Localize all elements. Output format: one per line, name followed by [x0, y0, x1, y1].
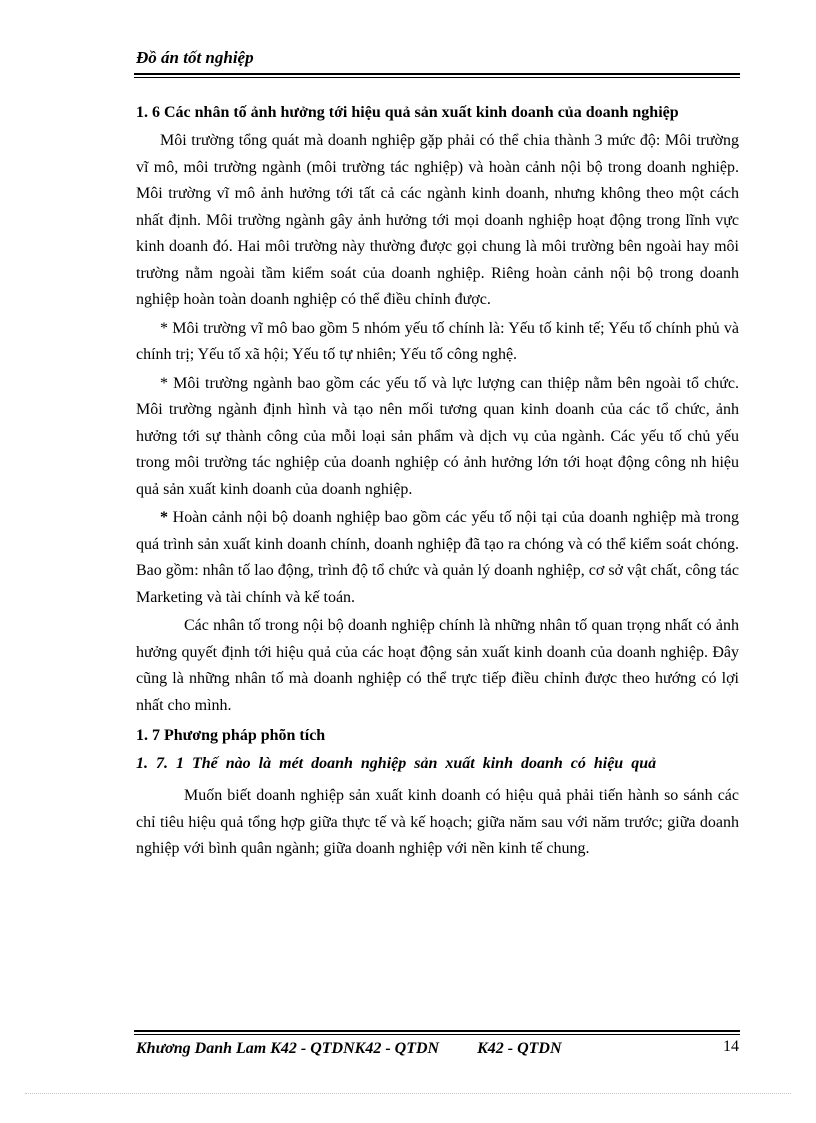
section-1-7-1-subheading: 1. 7. 1 Thế nào là mét doanh nghiệp sản xuất kinh doanh có hiệu quả — [136, 755, 657, 772]
section-1-6-paragraph-4 — [136, 505, 739, 611]
page-bottom-edge — [25, 1093, 791, 1094]
section-1-6-heading: 1. 6 Các nhân tố ảnh hưởng tới hiệu quả sản xuất kinh doanh của doanh nghiệp — [136, 104, 679, 121]
page-footer — [136, 1040, 739, 1058]
section-1-6-paragraph-4-text: Hoàn cảnh nội bộ doanh nghiệp bao gồm các yếu tố nội tại của doanh nghiệp mà trong quá trình sản xuất kinh doanh chính, doanh nghiệp đã tạo ra chóng và có thể kiểm soát chóng. Bao gồm: nhân tố lao động, trình độ tổ chức và quản lý doanh nghiệp, cơ sở vật chất, công tác Marketing và tài chính và kế toán. — [136, 509, 739, 606]
section-1-6-paragraph-3: * Môi trường ngành bao gồm các yếu tố và lực lượng can thiệp nằm bên ngoài tổ chức. Môi trường ngành định hình và tạo nên mối tương quan kinh doanh của các tổ chức, ảnh hưởng tới sự thành công của mỗi loại sản phẩm và dịch vụ của ngành. Các yếu tố chủ yếu trong môi trường tác nghiệp của doanh nghiệp có ảnh hưởng lớn tới hoạt động công nh hiệu quả sản xuất kinh doanh của doanh nghiệp. — [136, 374, 739, 498]
header-divider — [134, 73, 740, 78]
section-1-6-paragraph-1: Môi trường tổng quát mà doanh nghiệp gặp phải có thể chia thành 3 mức độ: Môi trường vĩ mô, môi trường ngành (môi trường tác nghiệp) và hoàn cảnh nội bộ trong doanh nghiệp. Môi trường vĩ mô ảnh hưởng tới tất cả các ngành kinh doanh, nhưng không theo một cách nhất định. Môi trường ngành gây ảnh hưởng tới mọi doanh nghiệp hoạt động trong lĩnh vực kinh doanh đó. Hai môi trường này thường được gọi chung là môi trường bên ngoài hay môi trường nằm ngoài tầm kiểm soát của doanh nghiệp. Riêng hoàn cảnh nội bộ trong doanh nghiệp hoàn toàn doanh nghiệp có thể điều chỉnh được. — [136, 132, 739, 308]
section-1-6-paragraph-2: * Môi trường vĩ mô bao gồm 5 nhóm yếu tố chính là: Yếu tố kinh tế; Yếu tố chính phủ và chính trị; Yếu tố xã hội; Yếu tố tự nhiên; Yếu tố công nghệ. — [136, 319, 739, 363]
footer-divider — [134, 1030, 740, 1035]
bullet-star: * — [160, 509, 168, 526]
document-body — [136, 98, 739, 863]
section-1-6-paragraph-5: Các nhân tố trong nội bộ doanh nghiệp chính là những nhân tố quan trọng nhất có ảnh hưởng quyết định tới hiệu quả của các hoạt động sản xuất kinh doanh của doanh nghiệp. Đây cũng là những nhân tố mà doanh nghiệp có thể trực tiếp điều chỉnh được theo hướng có lợi nhất cho mình. — [136, 617, 739, 714]
footer-author: Khương Danh Lam K42 - QTDNK42 - QTDN — [136, 1040, 440, 1057]
footer-class: K42 - QTDN — [477, 1040, 562, 1057]
section-1-7-1-paragraph-1: Muốn biết doanh nghiệp sản xuất kinh doanh có hiệu quả phải tiến hành so sánh các chỉ tiêu hiệu quả tổng hợp giữa thực tế và kế hoạch; giữa năm sau với năm trước; giữa doanh nghiệp với bình quân ngành; giữa doanh nghiệp với nền kinh tế chung. — [136, 787, 739, 857]
section-1-7-heading: 1. 7 Phương pháp phõn tích — [136, 727, 326, 744]
page-number: 14 — [723, 1038, 739, 1055]
page-header-title: Đồ án tốt nghiệp — [136, 48, 254, 67]
